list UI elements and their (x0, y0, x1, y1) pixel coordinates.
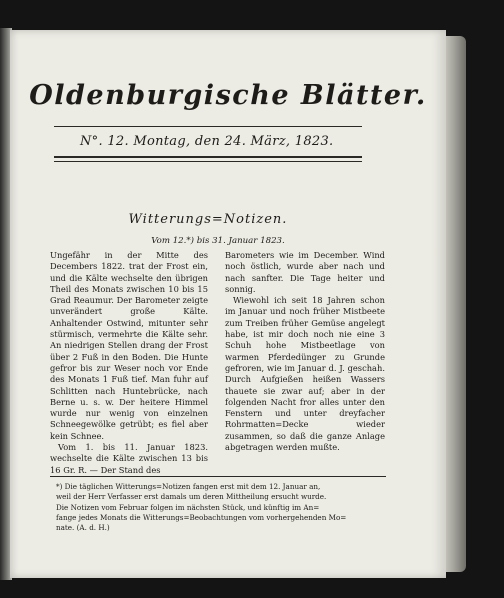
issue-number: N°. 12. (80, 134, 129, 149)
paragraph: Barometers wie im December. Wind noch östlich, wurde aber nach und nach sanfter. Die Tage heiter und sonnig. (225, 250, 385, 294)
newspaper-page (10, 30, 446, 578)
issue-date: Montag, den 24. März, 1823. (133, 134, 334, 149)
footnote (56, 482, 384, 533)
text-column-left (50, 250, 208, 476)
paragraph: Wiewohl ich seit 18 Jahren schon im Januar und noch früher Mistbeete zum Treiben früher Gemüse angelegt habe, ist mir doch noch nie eine 3 Schuh hohe Mistbeetlage von warmen Pferdedünger zu Grunde gefroren, wie im Januar d. J. geschah. Durch Aufgießen heißen Wassers thauete sie zwar auf; aber in der folgenden Nacht fror alles unter den Fenstern und unter dreyfacher Rohrmatten=Decke wieder zusammen, so daß die ganze Anlage abgetragen werden mußte. (225, 295, 385, 453)
section-title: Witterungs=Notizen. (128, 212, 288, 227)
footnote-line: weil der Herr Verfasser erst damals um deren Mittheilung ersucht wurde. (56, 492, 327, 502)
header-rule-top (54, 126, 362, 127)
footnote-line: *) Die täglichen Witterungs=Notizen fangen erst mit dem 12. Januar an, (56, 482, 321, 491)
text-column-right (225, 250, 385, 453)
issue-line (80, 134, 406, 149)
footnote-line: Die Notizen vom Februar folgen im nächsten Stück, und künftig im An= (56, 502, 320, 512)
footnote-line: fange jedes Monats die Witterungs=Beobachtungen vom vorhergehenden Mo= (56, 512, 347, 522)
footnote-line: nate. (A. d. H.) (56, 523, 110, 533)
paragraph: Ungefähr in der Mitte des Decembers 1822. trat der Frost ein, und die Kälte wechselte den übrigen Theil des Monats zwischen 10 bis 15 Grad Reaumur. Der Barometer zeigte unverändert große Kälte. Anhaltender Ostwind, mitunter sehr stürmisch, vermehrte die Kälte sehr. An niedrigen Stellen drang der Frost über 2 Fuß in den Boden. Die Hunte gefror bis zur Weser noch vor Ende des Monats 1 Fuß tief. Man fuhr auf Schlitten nach Huntebrücke, nach Berne u. s. w. Der heitere Himmel wurde nur wenig von einzelnen Schneegewölke getrübt; es fiel aber kein Schnee. (50, 250, 208, 441)
paragraph: Vom 1. bis 11. Januar 1823. wechselte die Kälte zwischen 13 bis 16 Gr. R. — Der Stand des (50, 442, 208, 475)
header-rule-thick (54, 156, 362, 158)
masthead-title: Oldenburgische Blätter. (29, 80, 427, 111)
footnote-rule (50, 476, 386, 477)
header-rule-bottom (54, 161, 362, 162)
section-subtitle: Vom 12.*) bis 31. Januar 1823. (151, 236, 285, 246)
